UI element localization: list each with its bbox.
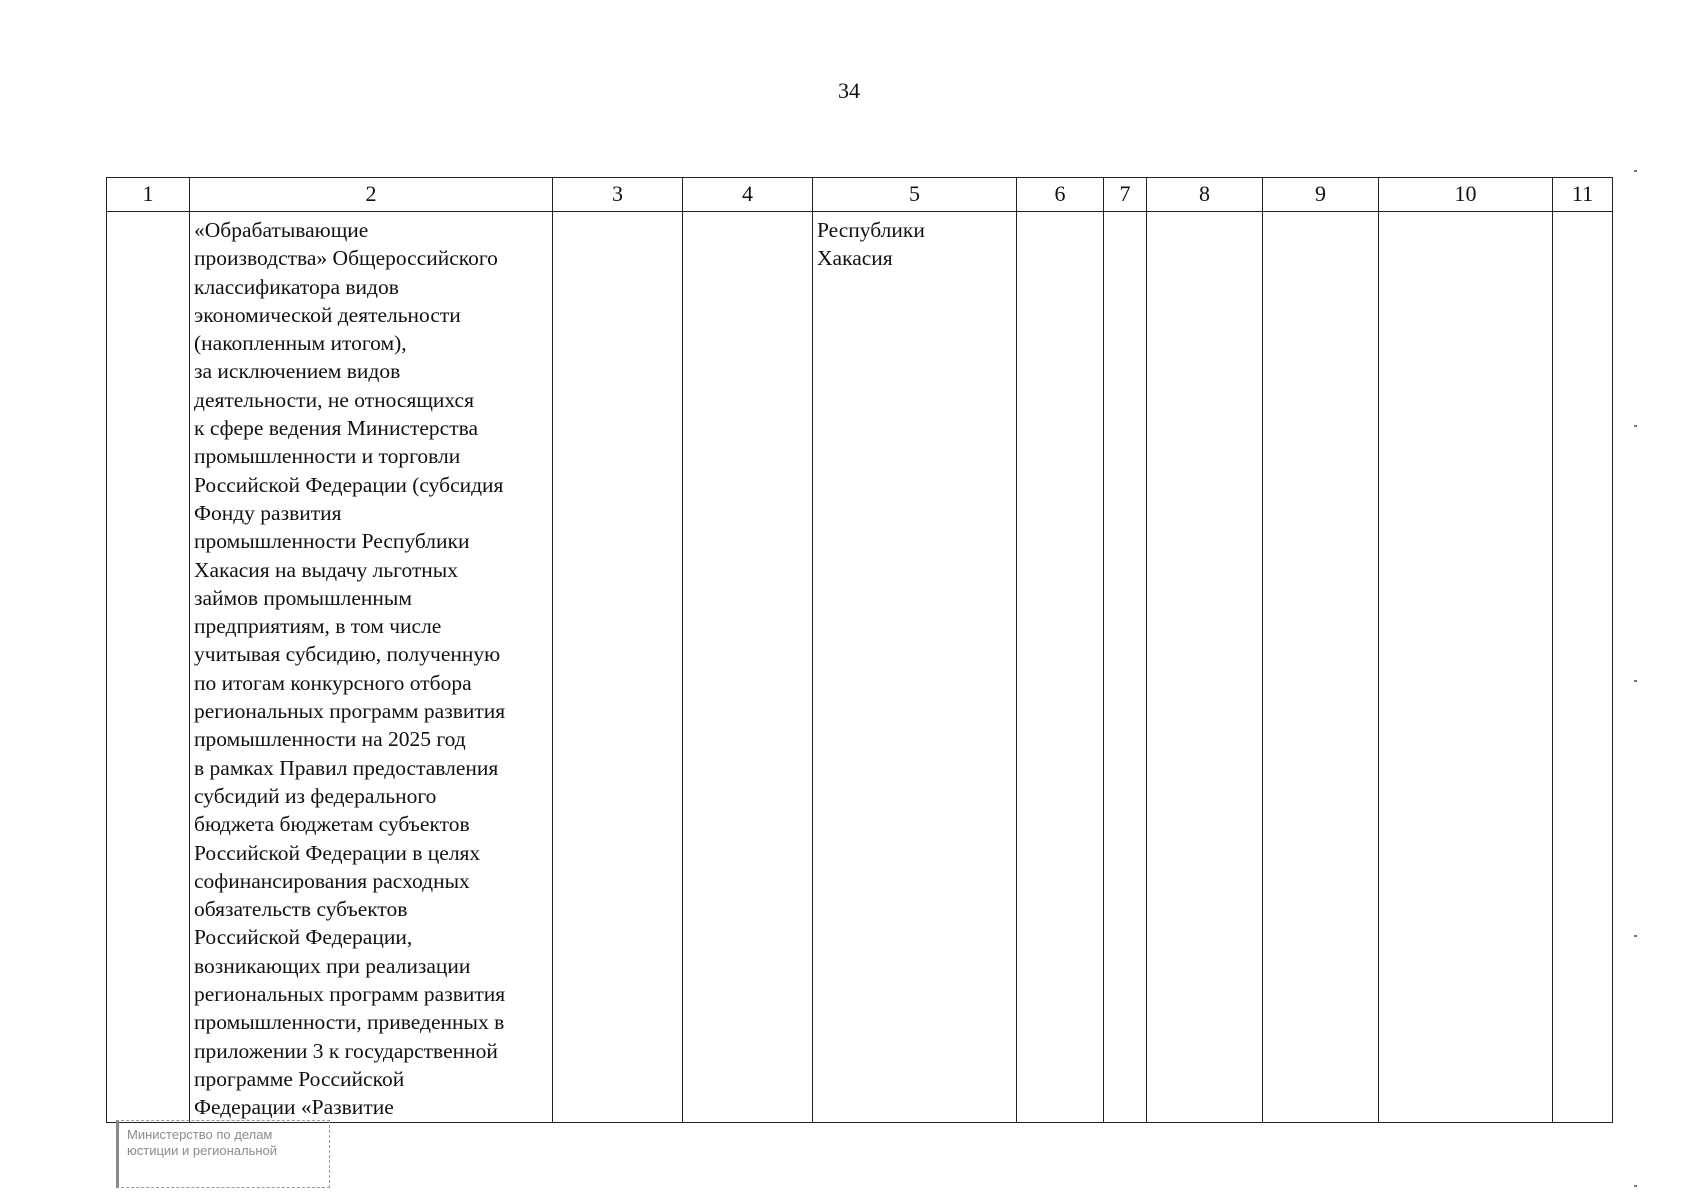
cell-col-4 <box>683 212 813 1123</box>
indicator-description-text <box>190 212 552 1122</box>
text-line: (накопленным итогом), <box>194 331 407 356</box>
text-line: региональных программ развития <box>194 699 506 724</box>
column-header-7: 7 <box>1104 178 1147 212</box>
column-header-1: 1 <box>107 178 190 212</box>
text-line: производства» Общероссийского <box>194 246 498 271</box>
column-header-4: 4 <box>683 178 813 212</box>
scan-margin-mark <box>1634 680 1637 682</box>
region-name-text <box>813 212 1016 273</box>
column-header-11: 11 <box>1553 178 1613 212</box>
document-table <box>106 177 1613 1123</box>
text-line: Хакасия на выдачу льготных <box>194 557 459 582</box>
cell-col-10 <box>1379 212 1553 1123</box>
text-line: Фонду развития <box>194 500 342 525</box>
text-line: софинансирования расходных <box>194 868 470 893</box>
text-line: Хакасия <box>817 246 893 271</box>
text-line: приложении 3 к государственной <box>194 1038 498 1063</box>
cell-col-7 <box>1104 212 1147 1123</box>
cell-col-6 <box>1017 212 1104 1123</box>
text-line: обязательств субъектов <box>194 897 408 922</box>
column-header-2: 2 <box>190 178 553 212</box>
text-line: промышленности на 2025 год <box>194 727 466 752</box>
column-header-5: 5 <box>813 178 1017 212</box>
text-line: к сфере ведения Министерства <box>194 416 479 441</box>
text-line: учитывая субсидию, полученную <box>194 642 501 667</box>
scan-margin-mark <box>1634 425 1637 427</box>
text-line: промышленности, приведенных в <box>194 1010 505 1035</box>
text-line: региональных программ развития <box>194 982 506 1007</box>
cell-col-11 <box>1553 212 1613 1123</box>
column-header-6: 6 <box>1017 178 1104 212</box>
header-row <box>107 178 1613 212</box>
text-line: займов промышленным <box>194 585 412 610</box>
scan-margin-mark <box>1634 1185 1637 1187</box>
cell-col-5 <box>813 212 1017 1123</box>
text-line: предприятиям, в том числе <box>194 614 442 639</box>
text-line: возникающих при реализации <box>194 953 471 978</box>
table-row <box>107 212 1613 1123</box>
scan-margin-mark <box>1634 935 1637 937</box>
text-line: за исключением видов <box>194 359 401 384</box>
cell-col-3 <box>553 212 683 1123</box>
registration-stamp <box>116 1120 330 1188</box>
column-header-9: 9 <box>1263 178 1379 212</box>
stamp-line: юстиции и региональной <box>127 1143 278 1158</box>
text-line: промышленности Республики <box>194 529 470 554</box>
text-line: экономической деятельности <box>194 302 461 327</box>
text-line: классификатора видов <box>194 274 399 299</box>
text-line: субсидий из федерального <box>194 783 437 808</box>
column-header-10: 10 <box>1379 178 1553 212</box>
text-line: Федерации «Развитие <box>194 1095 394 1120</box>
text-line: деятельности, не относящихся <box>194 387 474 412</box>
scan-margin-mark <box>1634 170 1637 172</box>
cell-col-2 <box>190 212 553 1123</box>
text-line: «Обрабатывающие <box>194 218 369 242</box>
stamp-line: Министерство по делам <box>127 1127 273 1142</box>
text-line: Республики <box>817 218 925 242</box>
text-line: Российской Федерации в целях <box>194 840 481 865</box>
column-header-3: 3 <box>553 178 683 212</box>
column-header-8: 8 <box>1147 178 1263 212</box>
text-line: по итогам конкурсного отбора <box>194 670 472 695</box>
text-line: в рамках Правил предоставления <box>194 755 499 780</box>
text-line: бюджета бюджетам субъектов <box>194 812 470 837</box>
text-line: программе Российской <box>194 1066 405 1091</box>
cell-col-8 <box>1147 212 1263 1123</box>
cell-col-9 <box>1263 212 1379 1123</box>
cell-col-1 <box>107 212 190 1123</box>
text-line: Российской Федерации, <box>194 925 413 950</box>
text-line: Российской Федерации (субсидия <box>194 472 504 497</box>
page-number: 34 <box>838 78 860 103</box>
text-line: промышленности и торговли <box>194 444 461 469</box>
